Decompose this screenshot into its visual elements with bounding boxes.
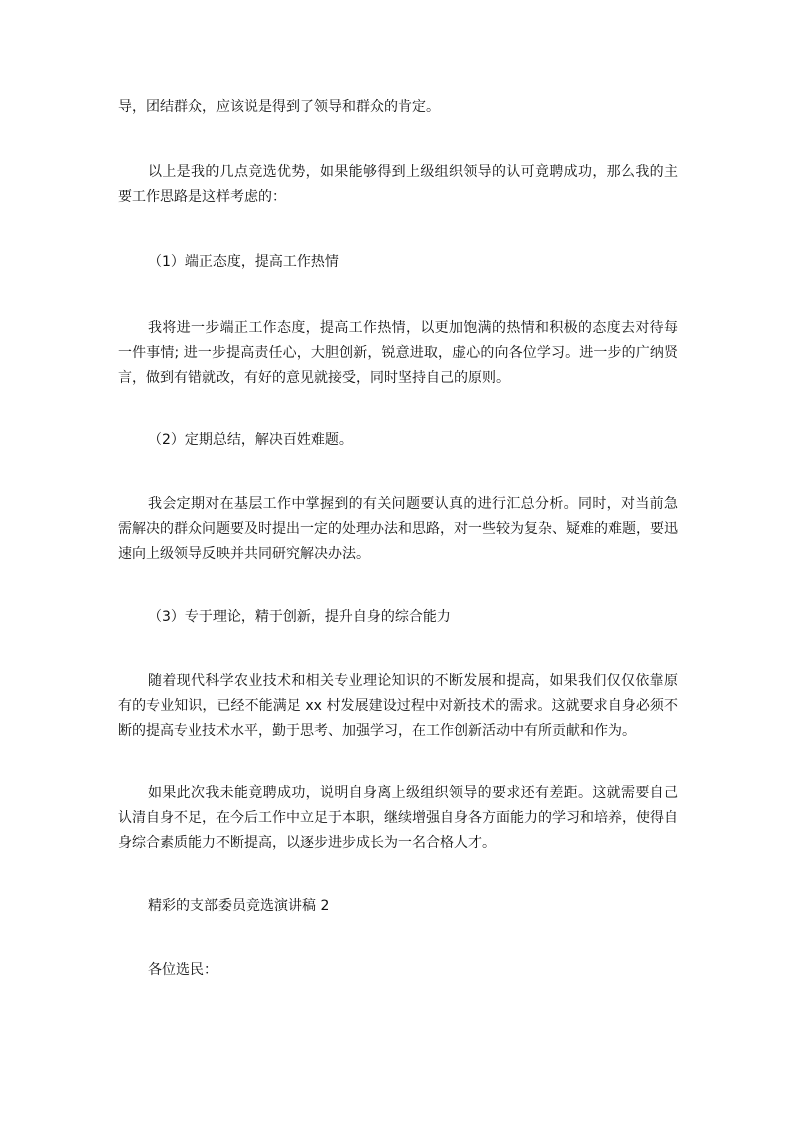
body-paragraph: 我会定期对在基层工作中掌握到的有关问题要认真的进行汇总分析。同时，对当前急需解决的群众问题要及时提出一定的处理办法和思路，对一些较为复杂、疑难的难题，要迅速向上级领导反映并共同研究解决办法。 xyxy=(118,496,678,562)
body-paragraph: 如果此次我未能竟聘成功，说明自身离上级组织领导的要求还有差距。这就需要自己认清自身不足，在今后工作中立足于本职，继续增强自身各方面能力的学习和培养，使得自身综合素质能力不断提高，以逐步进步成长为一名合格人才。 xyxy=(118,785,678,851)
body-paragraph: 导，团结群众，应该说是得到了领导和群众的肯定。 xyxy=(118,99,440,115)
body-paragraph: 我将进一步端正工作态度，提高工作热情，以更加饱满的热情和积极的态度去对待每一件事情; 进一步提高责任心，大胆创新，锐意进取，虚心的向各位学习。进一步的广纳贤言，做到有错就改，有好的意见就接受，同时坚持自己的原则。 xyxy=(118,320,678,386)
body-paragraph: 随着现代科学农业技术和相关专业理论知识的不断发展和提高，如果我们仅仅依靠原有的专业知识，已经不能满足 xx 村发展建设过程中对新技术的需求。这就要求自身必须不断的提高专业技术水平，勤于思考、加强学习，在工作创新活动中有所贡献和作为。 xyxy=(118,673,678,739)
section-heading-3: （3）专于理论，精于创新，提升自身的综合能力 xyxy=(148,609,451,625)
section-heading-1: （1）端正态度，提高工作热情 xyxy=(148,254,339,270)
salutation: 各位选民： xyxy=(148,962,218,978)
body-paragraph: 以上是我的几点竞选优势，如果能够得到上级组织领导的认可竟聘成功，那么我的主要工作思路是这样考虑的： xyxy=(118,164,678,205)
section-heading-2: （2）定期总结，解决百姓难题。 xyxy=(148,432,353,448)
speech-title: 精彩的支部委员竞选演讲稿 2 xyxy=(148,898,330,914)
